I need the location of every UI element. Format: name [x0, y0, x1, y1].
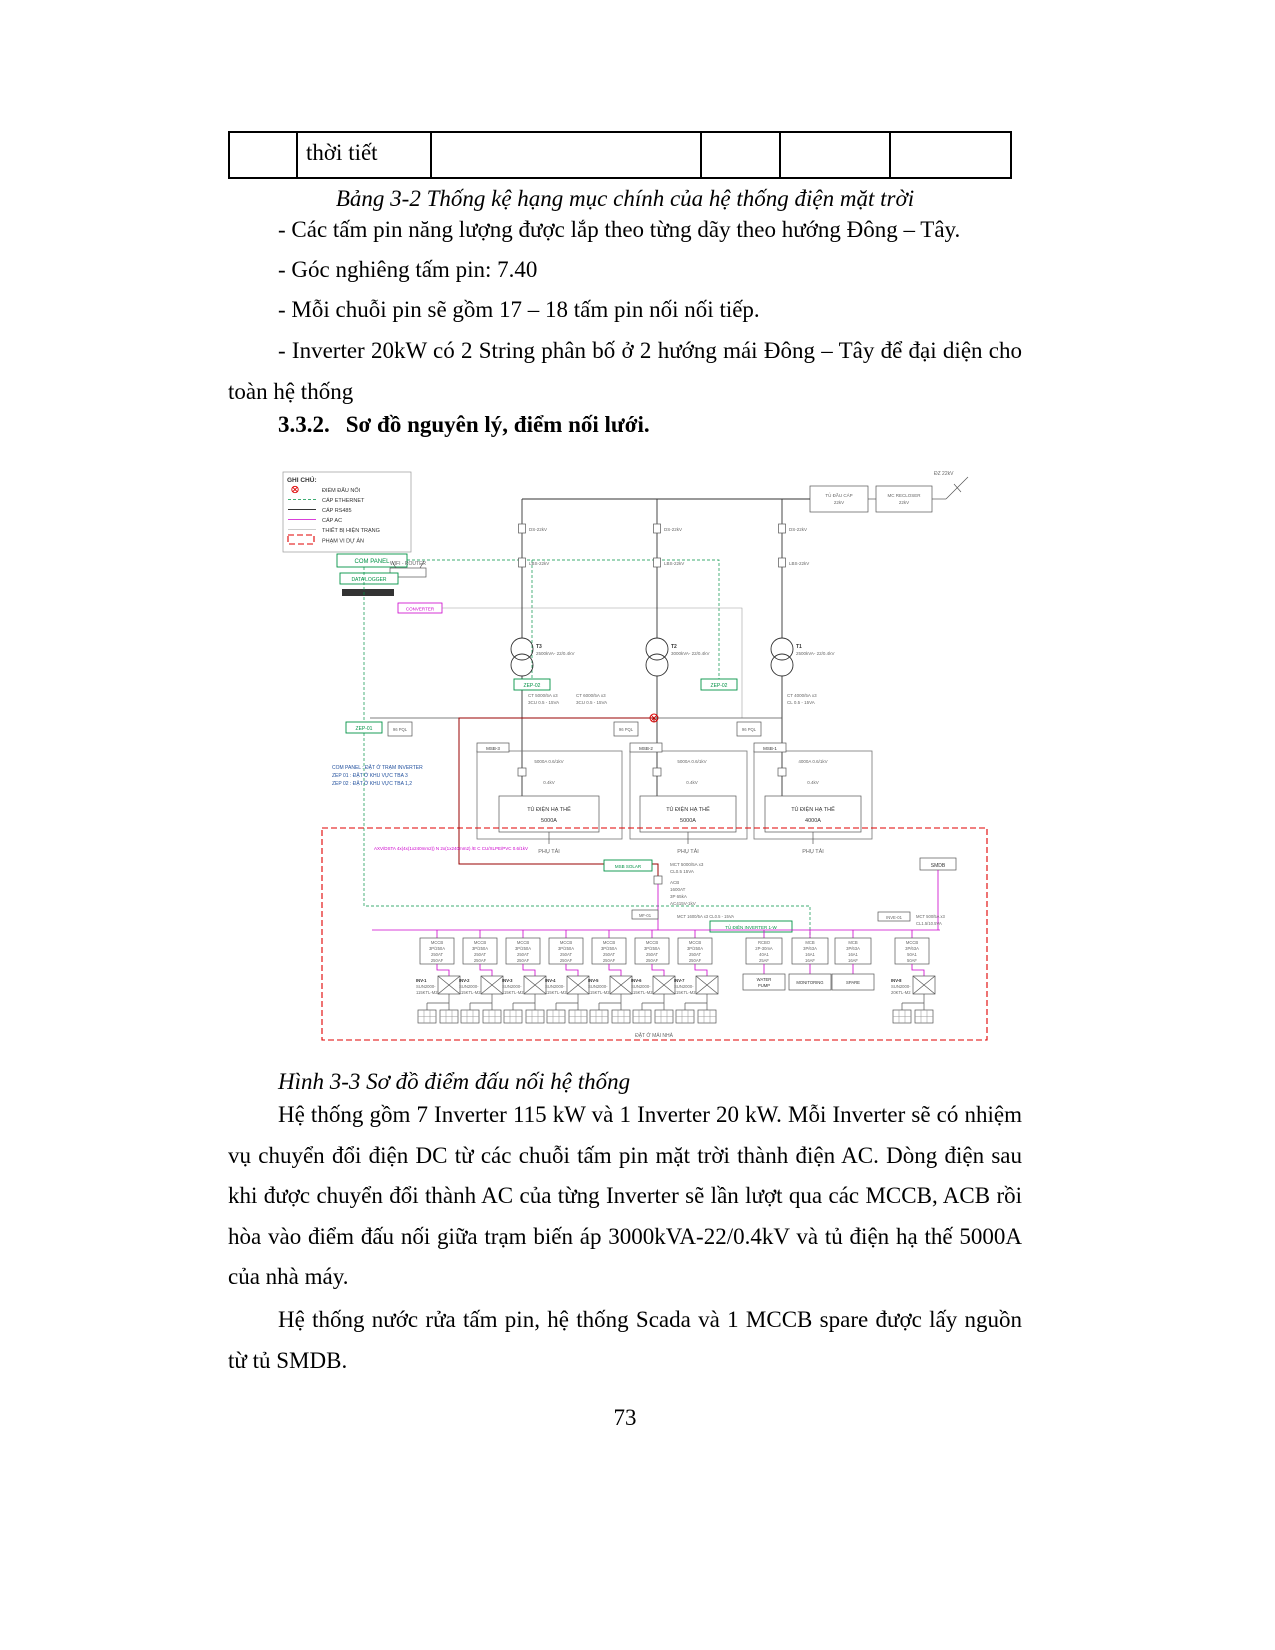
transformer-name: T1 — [796, 644, 802, 650]
network-wiring — [364, 560, 810, 938]
breaker-label: 3P/250A — [514, 946, 532, 951]
breaker-label: 3P/250A — [471, 946, 489, 951]
transformer-rating: 3000kVA- 22/0.4kV — [671, 651, 710, 656]
inverter-model: SUN2000- — [588, 984, 608, 989]
switch-label: DS-22kV — [789, 527, 808, 532]
table-cell — [701, 132, 780, 178]
project-boundary — [322, 828, 987, 1040]
ct-label: 3CU 0.5 - 15VA — [528, 700, 560, 705]
inverter-tag: INV-8 — [891, 978, 902, 983]
note-line: COM PANEL : ĐẶT Ở TRẠM INVERTER — [332, 765, 423, 771]
breaker-label: MCCB — [602, 940, 616, 945]
feeder-t3 — [511, 499, 574, 768]
breaker-label: 250AT — [473, 952, 487, 957]
lv-panel-label: TỦ ĐIỆN HẠ THẾ — [527, 807, 571, 813]
inverter-model: 20KTL-M2 — [891, 990, 911, 995]
recloser-label: 22kV — [898, 500, 910, 505]
breaker-label: MCCB — [688, 940, 702, 945]
breaker-label: 3P/63A — [803, 946, 817, 951]
msb-voltage: 0.4kV — [807, 780, 819, 785]
inverter-model: SUN2000- — [545, 984, 565, 989]
msb-rating: 5000A 0.6/1kV — [534, 759, 564, 764]
breaker-label: 250AT — [516, 952, 530, 957]
aux-feeder-monitoring — [789, 930, 831, 990]
inverter-model: 115KTL-M2 — [459, 990, 481, 995]
inverter-feeder-INV-6 — [631, 930, 675, 1023]
section-number: 3.3.2. — [278, 412, 330, 437]
paragraph-system-description: Hệ thống gồm 7 Inverter 115 kW và 1 Inverter 20 kW. Mỗi Inverter sẽ có nhiệm vụ chuyển đổi điện DC từ các chuỗi tấm pin mặt trời thành điện AC. Dòng điện sau khi được chuyển đổi thành AC của từng Inverter sẽ lần lượt qua các MCCB, ACB rồi hòa vào điểm đấu nối giữa trạm biến áp 3000kVA-22/0.4kV và tủ điện hạ thế 5000A của nhà máy. — [228, 1102, 1022, 1289]
mv-cabinet-box — [810, 486, 868, 512]
breaker-label: 250AF — [645, 958, 659, 963]
transformer-name: T3 — [536, 644, 542, 650]
inve-ct-label: MCT 500/5A x3 — [916, 914, 945, 919]
zep02-label: ZEP-02 — [710, 683, 728, 689]
inverter-feeder-INV-8 — [891, 930, 935, 1023]
com-panel-group — [337, 554, 442, 613]
legend-item: PHẠM VI DỰ ÁN — [322, 538, 364, 545]
diagram-legend — [283, 472, 411, 552]
table-row — [229, 132, 1011, 178]
inverter-model: SUN2000- — [674, 984, 694, 989]
breaker-label: MCB — [805, 940, 815, 945]
inverter-tag: INV-2 — [459, 978, 470, 983]
lv-panel-box — [765, 796, 861, 832]
mv-cabinet-label: TỦ ĐẦU CÁP — [825, 493, 853, 498]
lv-panel-label: TỦ ĐIỆN HẠ THẾ — [666, 807, 710, 813]
table-cell — [431, 132, 701, 178]
breaker-label: 250AT — [559, 952, 573, 957]
bullet-panels-orientation: - Các tấm pin năng lượng được lắp theo từng dãy theo hướng Đông – Tây. — [278, 217, 961, 242]
msb-2 — [630, 743, 747, 855]
breaker-label: MCCB — [473, 940, 487, 945]
table-caption: Bảng 3-2 Thống kệ hạng mục chính của hệ thống điện mặt trời — [335, 186, 915, 211]
data-logger-label: DATA LOGGER — [351, 577, 387, 583]
breaker-label: 25AF — [758, 958, 770, 963]
breaker-label: 250AT — [430, 952, 444, 957]
breaker-label: 3P/63A — [905, 946, 919, 951]
bullet-inverter-20kw: - Inverter 20kW có 2 String phân bố ở 2 hướng mái Đông – Tây để đại diện cho toàn hệ thống — [228, 338, 1022, 404]
breaker-label: 250AF — [430, 958, 444, 963]
transformer-rating: 2500kVA- 22/0.4kV — [796, 651, 835, 656]
breaker-label: RCBO — [757, 940, 771, 945]
breaker-label: MCCB — [559, 940, 573, 945]
single-line-diagram — [282, 466, 992, 1058]
inverter-feeder-INV-1 — [416, 930, 460, 1023]
aux-load-label: MONITORING — [796, 980, 824, 985]
msb-tag: MSB-3 — [486, 746, 500, 751]
breaker-label: 3P/250A — [643, 946, 661, 951]
ct-label: 3CU 0.5 - 15VA — [576, 700, 608, 705]
legend-item: CÁP RS485 — [322, 508, 352, 514]
transformer-rating: 2500kVA- 22/0.4kV — [536, 651, 575, 656]
inverter-model: SUN2000- — [891, 984, 911, 989]
overhead-line-label: ĐZ 22kV — [934, 471, 954, 477]
inverter-model: 115KTL-M2 — [502, 990, 524, 995]
table-cell-weather: thời tiết — [297, 132, 431, 178]
inve-ct-label: CL1.5/10.5VA — [916, 921, 942, 926]
inverter-tag: INV-3 — [502, 978, 513, 983]
breaker-label: 16AF — [847, 958, 859, 963]
inverter-panel-label: TỦ ĐIỆN INVERTER 1-W — [725, 925, 777, 930]
acb-label: 3P 65kA — [670, 894, 687, 899]
breaker-label: MCCB — [645, 940, 659, 945]
breaker-label: 3P/250A — [428, 946, 446, 951]
logger-device-icon — [342, 589, 394, 596]
breaker-label: 3P/250A — [557, 946, 575, 951]
inverter-feeder-INV-7 — [674, 930, 718, 1023]
transformer-name: T2 — [671, 644, 677, 650]
lv-panel-label: 5000A — [680, 818, 696, 824]
lv-panel-box — [640, 796, 736, 832]
breaker-label: 250AT — [645, 952, 659, 957]
switch-label: LBS-22kV — [664, 561, 685, 566]
inverter-feeder-INV-2 — [459, 930, 503, 1023]
breaker-label: 250AF — [688, 958, 702, 963]
inverter-model: 115KTL-M2 — [545, 990, 567, 995]
acb-label: 1600AT — [670, 887, 686, 892]
inverter-feeder-INV-3 — [502, 930, 546, 1023]
aux-feeder-spare — [832, 930, 874, 990]
acb-label: AC415V-1kV — [670, 901, 696, 906]
aux-load-label: SPARE — [846, 980, 860, 985]
breaker-label: 250AT — [602, 952, 616, 957]
inverter-model: 115KTL-M2 — [631, 990, 653, 995]
pq-meter-label: 96 PQL — [618, 727, 634, 732]
aux-load-label: WATER — [756, 977, 772, 982]
breaker-label: MCCB — [430, 940, 444, 945]
aux-feeder-water-pump — [743, 930, 785, 990]
legend-title: GHI CHÚ: — [287, 477, 317, 484]
inve-tag: INVE-01 — [886, 915, 902, 920]
zep01-label: ZEP-01 — [355, 726, 373, 732]
msb-voltage: 0.4kV — [543, 780, 555, 785]
inverter-model: SUN2000- — [416, 984, 436, 989]
inverter-feeder-INV-4 — [545, 930, 589, 1023]
mv-cabinet-label: 22kV — [833, 500, 845, 505]
inverter-model: 115KTL-M2 — [416, 990, 438, 995]
lv-metering — [346, 679, 817, 736]
carryover-table — [228, 131, 1012, 179]
breaker-label: 2P-30mA — [755, 946, 773, 951]
legend-item: ĐIỂM ĐẤU NỐI — [322, 488, 361, 494]
inverter-model: 115KTL-M2 — [588, 990, 610, 995]
main-ct-label: MCT 5000/5A x3 — [670, 862, 704, 867]
grid-connection — [522, 471, 968, 512]
ct-label: CT 4000/5A x3 — [787, 693, 817, 698]
load-label: PHỤ TẢI — [538, 849, 560, 855]
table-cell — [780, 132, 890, 178]
breaker-label: 16A1 — [805, 952, 815, 957]
legend-item: CÁP AC — [322, 518, 343, 524]
converter-label: CONVERTER — [405, 606, 435, 612]
breaker-label: 16A1 — [848, 952, 858, 957]
table-cell — [890, 132, 1011, 178]
breaker-label: 250AF — [559, 958, 573, 963]
pq-meter-label: 96 PQL — [392, 727, 408, 732]
table-cell — [229, 132, 297, 178]
inverter-model: SUN2000- — [459, 984, 479, 989]
switch-label: DS-22kV — [529, 527, 548, 532]
breaker-label: 16AF — [804, 958, 816, 963]
breaker-label: 250AF — [602, 958, 616, 963]
feeder-t1 — [771, 499, 834, 768]
figure-caption: Hình 3-3 Sơ đồ điểm đấu nối hệ thống — [278, 1069, 631, 1094]
msb-tag: MSB-1 — [763, 746, 777, 751]
ct-label: CT 5000/5A x3 — [528, 693, 558, 698]
main-ct-label: CL0.5 15VA — [670, 869, 694, 874]
inverter-tag: INV-7 — [674, 978, 685, 983]
inverter-model: SUN2000- — [502, 984, 522, 989]
breaker-label: 3P/250A — [686, 946, 704, 951]
switch-label: LBS-22kV — [789, 561, 810, 566]
recloser-box — [876, 486, 932, 512]
com-panel-label: COM PANEL — [354, 559, 390, 565]
breaker-label: 250AF — [516, 958, 530, 963]
paragraph-smdb: Hệ thống nước rửa tấm pin, hệ thống Scada và 1 MCCB spare được lấy nguồn từ tủ SMDB. — [228, 1307, 1022, 1373]
wifi-router-label: WIFI - ROUTER — [389, 561, 427, 567]
breaker-label: MCB — [848, 940, 858, 945]
breaker-label: MCCB — [516, 940, 530, 945]
inverter-ct-label: MCT 1600/5A x3 CL0.5 - 15VA — [677, 914, 735, 919]
bullet-string-size: - Mỗi chuỗi pin sẽ gồm 17 – 18 tấm pin nối nối tiếp. — [278, 297, 760, 322]
acb-label: ACB — [670, 880, 680, 885]
breaker-label: 50AF — [906, 958, 918, 963]
breaker-label: MCCB — [905, 940, 919, 945]
msb-solar-label: MSB SOLAR — [614, 864, 642, 869]
msb-3 — [477, 743, 622, 855]
inverter-tag: INV-4 — [545, 978, 556, 983]
smdb-label: SMDB — [930, 863, 946, 869]
breaker-label: 3P/63A — [846, 946, 860, 951]
lv-panel-label: 5000A — [541, 818, 557, 824]
breaker-label: 50A1 — [907, 952, 917, 957]
switch-label: LBS-22kV — [529, 561, 550, 566]
load-label: PHỤ TẢI — [677, 849, 699, 855]
legend-item: THIẾT BỊ HIỆN TRẠNG — [322, 528, 380, 534]
acb-breaker-icon — [654, 876, 662, 884]
bullet-tilt-angle: - Góc nghiêng tấm pin: 7.40 — [278, 257, 538, 282]
msb-rating: 4000A 0.6/1kV — [798, 759, 828, 764]
aux-load-label: PUMP — [757, 983, 771, 988]
lv-panel-box — [499, 796, 599, 832]
load-label: PHỤ TẢI — [802, 849, 824, 855]
inverter-feeder-INV-5 — [588, 930, 632, 1023]
section-heading — [278, 412, 650, 438]
msb-rating: 5000A 0.6/1kV — [677, 759, 707, 764]
pq-meter-label: 96 PQL — [741, 727, 757, 732]
breaker-label: 250AT — [688, 952, 702, 957]
recloser-label: MC RECLOSER — [887, 493, 921, 498]
inverter-tag: INV-5 — [588, 978, 599, 983]
legend-item: CÁP ETHERNET — [322, 498, 365, 504]
cable-spec-label: AXV/DSTA 4x(4x(1x240mm2)) N 2x(1x240mm2) /E C CU/XLPE/PVC 0.6/1kV — [374, 846, 528, 851]
switch-label: DS-22kV — [664, 527, 683, 532]
inverter-model: 115KTL-M2 — [674, 990, 696, 995]
note-line: ZEP 01 : ĐẶT Ở KHU VỰC TBA 3 — [332, 773, 408, 779]
lv-panel-label: TỦ ĐIỆN HẠ THẾ — [791, 807, 835, 813]
zep02-label: ZEP-02 — [523, 683, 541, 689]
inverter-tag: INV-6 — [631, 978, 642, 983]
breaker-label: 250AF — [473, 958, 487, 963]
section-title: Sơ đồ nguyên lý, điểm nối lưới. — [345, 412, 650, 437]
ct-label: CL 0.5 - 15VA — [787, 700, 815, 705]
mf-tag: MF-01 — [638, 913, 652, 918]
inverter-tag: INV-1 — [416, 978, 427, 983]
breaker-label: 40A1 — [759, 952, 769, 957]
roof-location-label: ĐẶT Ở MÁI NHÀ — [635, 1033, 673, 1039]
msb-1 — [754, 743, 872, 855]
breaker-label: 3P/250A — [600, 946, 618, 951]
page-number: 73 — [613, 1405, 637, 1430]
msb-voltage: 0.4kV — [686, 780, 698, 785]
feeder-t2 — [646, 499, 709, 768]
diagram-notes — [332, 764, 423, 787]
note-line: ZEP 02 : ĐẶT Ở KHU VỰC TBA 1,2 — [332, 781, 412, 787]
ct-label: CT 6000/5A x3 — [576, 693, 606, 698]
lv-panel-label: 4000A — [805, 818, 821, 824]
msb-tag: MSB-2 — [639, 746, 653, 751]
inverter-model: SUN2000- — [631, 984, 651, 989]
